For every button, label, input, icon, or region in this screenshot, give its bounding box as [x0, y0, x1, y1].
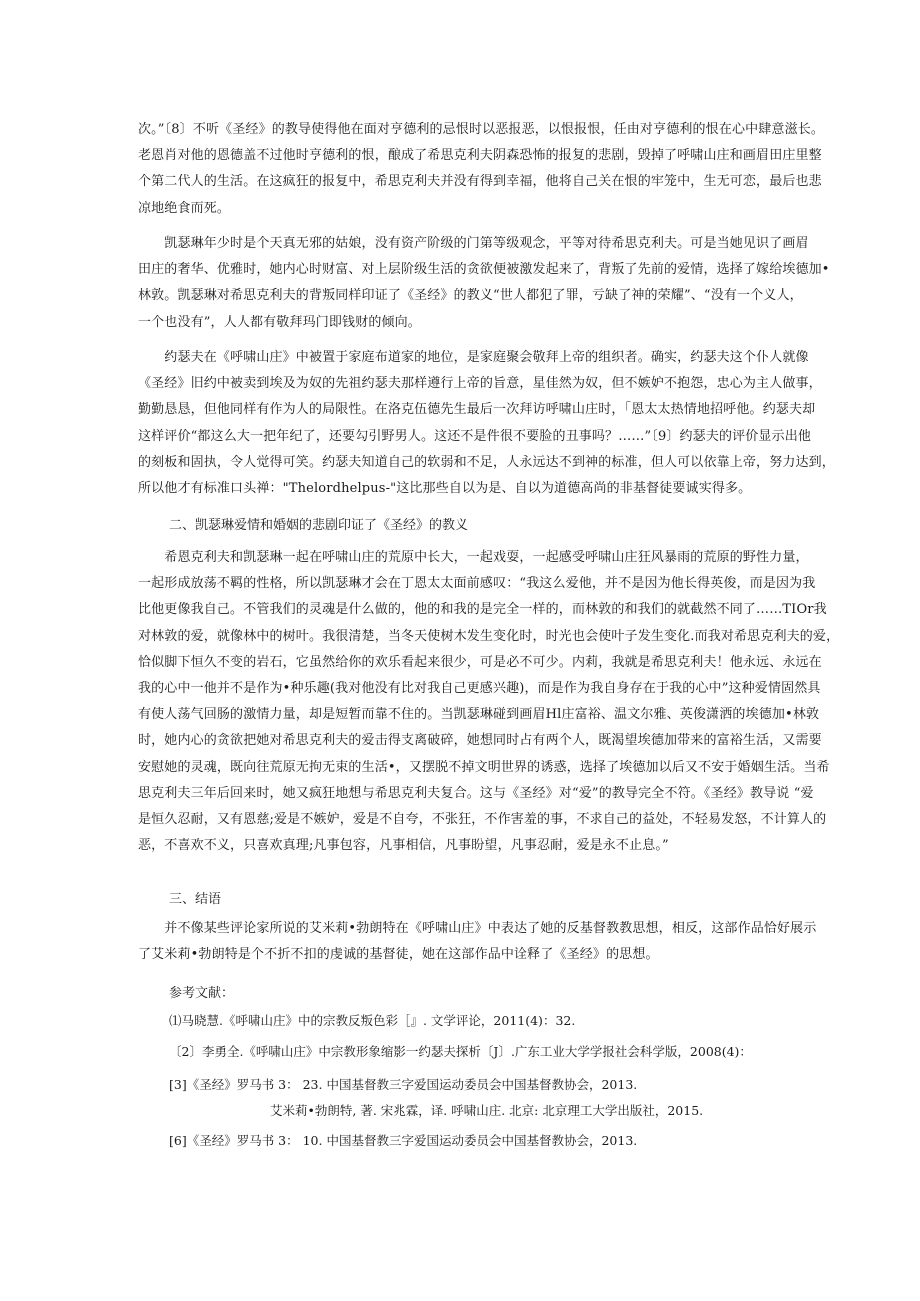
- text-line: 田庄的奢华、优雅时，她内心时财富、对上层阶级生活的贪欲便被激发起来了，背叛了先前的爱情，选择了嫁给埃德加•: [138, 262, 830, 278]
- text-line: 次。”〔8〕不听《圣经》的教导使得他在面对亨德利的忌恨时以恶报恶，以恨报恨，任由对亨德利的恨在心中肆意滋长。: [138, 122, 825, 137]
- reference-item: 〔2〕李勇全.《呼啸山庄》中宗教形象缩影一约瑟夫探析〔J〕.广东工业大学学报社会科学版，2008(4)：: [169, 1044, 752, 1059]
- text-line: 希恩克利夫和凯瑟琳一起在呼啸山庄的荒原中长大，一起戏耍，一起感受呼啸山庄狂风暴雨的荒原的野性力量，: [138, 550, 809, 565]
- reference-item: [3]《圣经》罗马书 3： 23. 中国基督教三字爱国运动委员会中国基督教协会，2013.: [169, 1077, 638, 1092]
- text-line: 比他更像我自己。不管我们的灵魂是什么做的，他的和我的是完全一样的，而林敦的和我们的就截然不同了……TIOr我: [138, 602, 827, 618]
- text-line: 是恒久忍耐，又有恩慈;爱是不嫉妒，爱是不自夸，不张狂，不作害羞的事，不求自己的益处，不轻易发怒，不计算人的: [138, 811, 827, 827]
- text-line: 安慰她的灵魂，既向往荒原无拘无束的生活•，又摆脱不掉文明世界的诱惑，选择了埃德加以后又不安于婚姻生活。当希: [138, 759, 830, 775]
- paragraph-joseph: [138, 345, 835, 502]
- text-line: 《圣经》旧约中被卖到埃及为奴的先祖约瑟夫那样遵行上帝的旨意，星佳然为奴，但不嫉妒不抱怨，忠心为主人做事，: [138, 376, 822, 392]
- text-line: 凯瑟琳年少时是个天真无邪的姑娘，没有资产阶级的门第等级观念，平等对待希思克利夫。可是当她见识了画眉: [138, 236, 809, 251]
- text-line: 林敦。凯瑟琳对希思克利夫的背叛同样印证了《圣经》的教义“世人都犯了罪，亏缺了神的荣耀”、“没有一个义人，: [138, 288, 803, 304]
- text-line: 勤勤恳恳，但他同样有作为人的局限性。在洛克伍德先生最后一次拜访呼啸山庄时，「恩太太热情地招呼他。约瑟夫却: [138, 402, 816, 418]
- section-heading-2: 二、凯瑟琳爱情和婚姻的悲剧印证了《圣经》的教义: [169, 518, 469, 533]
- reference-item: [6]《圣经》罗马书 3： 10. 中国基督教三字爱国运动委员会中国基督教协会，2013.: [169, 1133, 638, 1148]
- paragraph-conclusion: [138, 916, 817, 968]
- text-line: 了艾米莉•勃朗特是个不折不扣的虔诚的基督徒，她在这部作品中诠释了《圣经》的思想。: [138, 947, 659, 963]
- reference-item: 艾米莉•勃朗特, 著. 宋兆霖，译. 呼啸山庄. 北京: 北京理工大学出版社，2015.: [270, 1103, 704, 1118]
- text-line: 我的心中一他并不是作为•种乐趣(我对他没有比对我自己更感兴趣)，而是作为我自身存在于我的心中”这种爱情固然具: [138, 680, 821, 696]
- text-line: 个第二代人的生活。在这疯狂的报复中，希思克利夫并没有得到幸福，他将自己关在恨的牢笼中，生无可恋，最后也悲: [138, 174, 822, 190]
- text-line: 这样评价“都这么大一把年纪了，还要勾引野男人。这还不是件很不要脸的丑事吗？……”〔9〕约瑟夫的评价显示出他: [138, 428, 812, 444]
- text-line: 恶，不喜欢不义，只喜欢真理;凡事包容，凡事相信，凡事盼望，凡事忍耐，爱是永不止息。”: [138, 838, 669, 854]
- text-line: 一个也没有”，人人都有敬拜玛门即钱财的倾向。: [138, 314, 421, 330]
- text-line: 有使人荡气回肠的激情力量，却是短暂而靠不住的。当凯瑟琳碰到画眉Hl庄富裕、温文尔雅、英俊潇洒的埃德加•林敦: [138, 707, 820, 723]
- paragraph-love-tragedy: [138, 545, 840, 859]
- paragraph-catherine-betrayal: [138, 231, 830, 336]
- text-line: 并不像某些评论家所说的艾米莉•勃朗特在《呼啸山庄》中表达了她的反基督教教思想，相反，这部作品恰好展示: [138, 921, 817, 936]
- paragraph-heathcliff-revenge: [138, 117, 825, 222]
- text-line: 一起形成放荡不羁的性格，所以凯瑟琳才会在丁恩太太面前感叹：“我这么爱他，并不是因为他长得英俊，而是因为我: [138, 576, 816, 592]
- text-line: 约瑟夫在《呼啸山庄》中被置于家庭布道家的地位，是家庭聚会敬拜上帝的组织者。确实，约瑟夫这个仆人就像: [138, 350, 809, 365]
- text-line: 老恩肖对他的恩德盖不过他时亨德利的恨，酿成了希思克利夫阴森恐怖的报复的悲剧，毁掉了呼啸山庄和画眉田庄里整: [138, 148, 822, 164]
- references-heading: 参考文献：: [169, 986, 235, 1001]
- text-line: 的刻板和固执，令人觉得可笑。约瑟夫知道自己的软弱和不足，人永远达不到神的标准，但人可以依靠上帝，努力达到，: [138, 454, 835, 470]
- section-heading-3: 三、结语: [169, 892, 222, 907]
- text-line: 凉地绝食而死。: [138, 200, 231, 216]
- text-line: 恰似脚下恒久不变的岩石，它虽然给你的欢乐看起来很少，可是必不可少。内莉，我就是希思克利夫！他永远、永远在: [138, 654, 822, 670]
- text-line: 所以他才有标准口头禅："Thelordhelpus-"这比那些自以为是、自以为道德高尚的非基督徒要诚实得多。: [138, 480, 752, 496]
- reference-item: ⑴马晓慧.《呼啸山庄》中的宗教反叛色彩［』. 文学评论，2011(4)：32.: [169, 1013, 576, 1028]
- text-line: 思克利夫三年后回来时，她又疯狂地想与希思克利夫复合。这与《圣经》对“爱”的教导完全不符。《圣经》教导说 “爱: [138, 785, 814, 801]
- text-line: 时，她内心的贪欲把她对希思克利夫的爱击得支离破碎，她想同时占有两个人，既渴望埃德加带来的富裕生活，又需要: [138, 733, 822, 749]
- text-line: 对林敦的爱，就像林中的树叶。我很清楚，当冬天使树木发生变化时，时光也会使叶子发生变化.而我对希思克利夫的爱，: [138, 628, 840, 644]
